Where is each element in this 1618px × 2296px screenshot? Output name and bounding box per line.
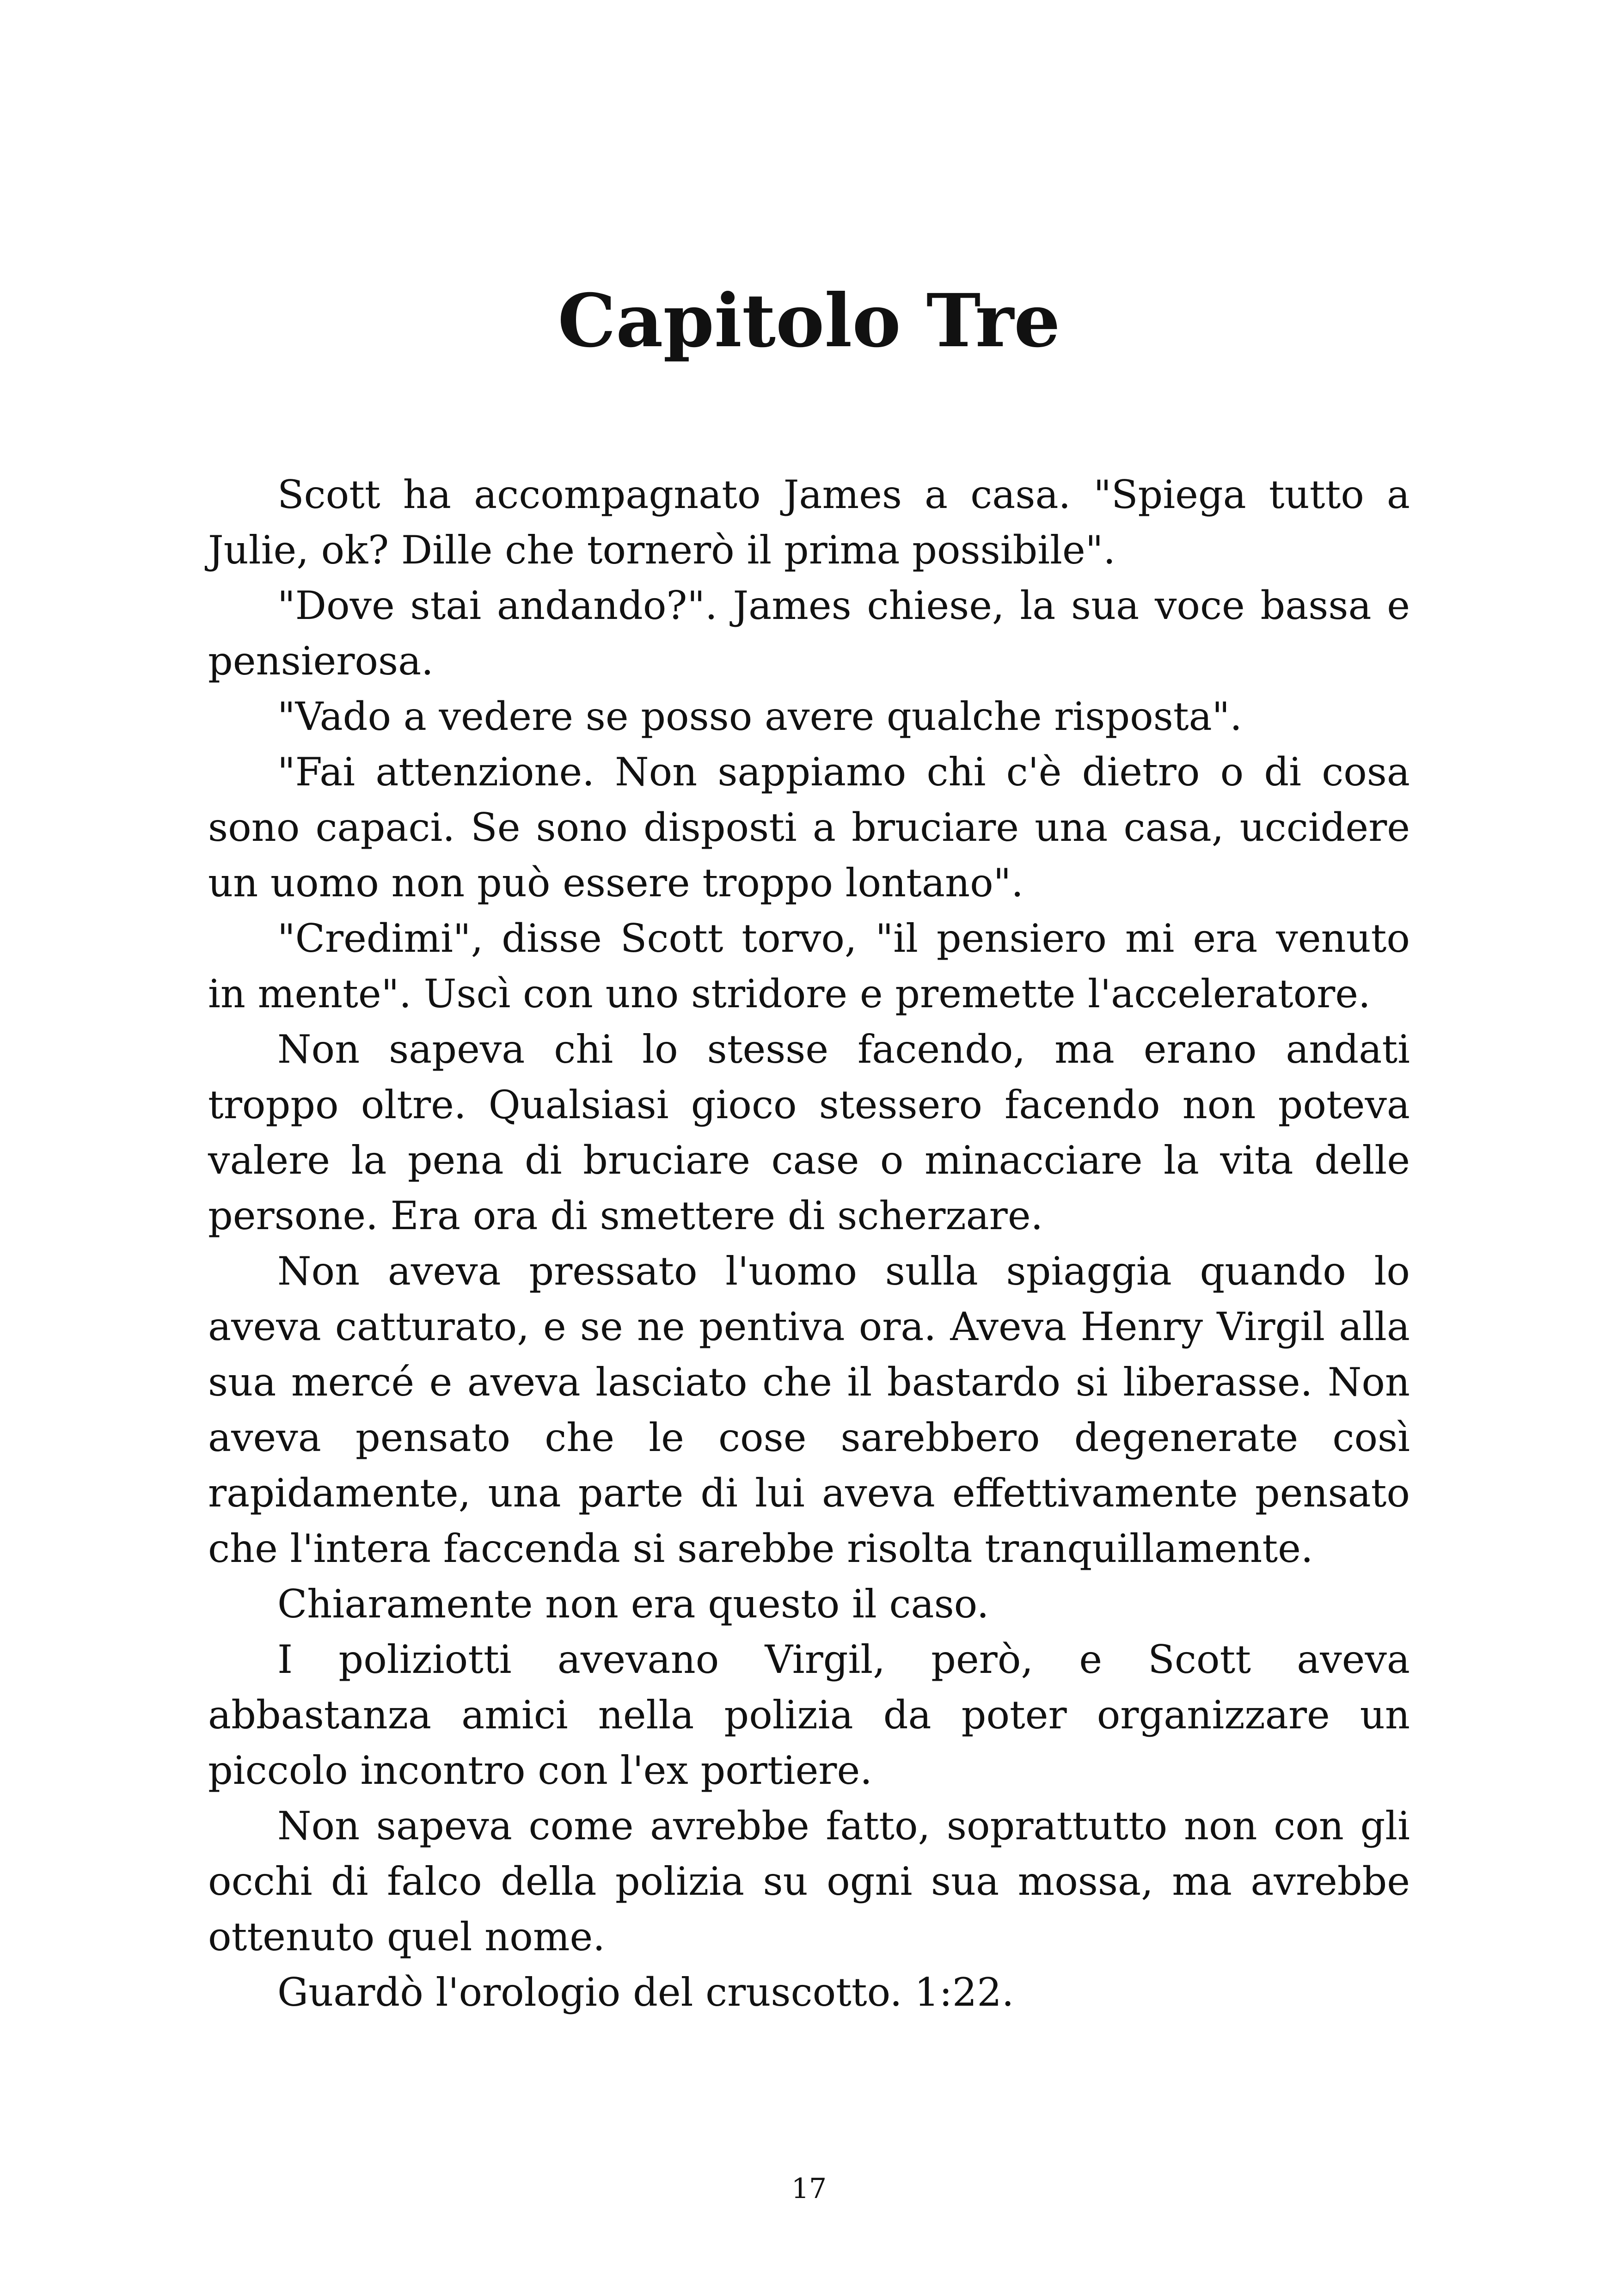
paragraph: "Vado a vedere se posso avere qualche risposta". [277, 694, 1242, 739]
paragraph: I poliziotti avevano Virgil, però, e Scott aveva abbastanza amici nella polizia da poter organizzare un piccolo incontro con l'ex portiere. [208, 1637, 1410, 1793]
page-number: 17 [791, 2173, 827, 2205]
paragraph: Guardò l'orologio del cruscotto. 1:22. [277, 1970, 1014, 2015]
paragraph: Non aveva pressato l'uomo sulla spiaggia quando lo aveva catturato, e se ne pentiva ora. Aveva Henry Virgil alla sua mercé e aveva lasciato che il bastardo si liberasse. Non aveva pensato che le cose sarebbero degenerate così rapidamente, una parte di lui aveva effettivamente pensato che l'intera faccenda si sarebbe risolta tranquillamente. [208, 1249, 1410, 1571]
paragraph: "Credimi", disse Scott torvo, "il pensiero mi era venuto in mente". Uscì con uno stridore e premette l'acceleratore. [208, 916, 1410, 1016]
paragraph: "Fai attenzione. Non sappiamo chi c'è dietro o di cosa sono capaci. Se sono disposti a bruciare una casa, uccidere un uomo non può essere troppo lontano". [208, 749, 1410, 906]
chapter-body [208, 467, 1410, 2020]
chapter-title: Capitolo Tre [558, 278, 1060, 364]
paragraph: "Dove stai andando?". James chiese, la sua voce bassa e pensierosa. [208, 583, 1410, 684]
paragraph: Non sapeva come avrebbe fatto, soprattutto non con gli occhi di falco della polizia su ogni sua mossa, ma avrebbe ottenuto quel nome. [208, 1803, 1410, 1959]
paragraph: Scott ha accompagnato James a casa. "Spiega tutto a Julie, ok? Dille che tornerò il prima possibile". [208, 472, 1410, 573]
paragraph: Non sapeva chi lo stesse facendo, ma erano andati troppo oltre. Qualsiasi gioco stessero facendo non poteva valere la pena di bruciare case o minacciare la vita delle persone. Era ora di smettere di scherzare. [208, 1027, 1410, 1238]
paragraph: Chiaramente non era questo il caso. [277, 1581, 989, 1627]
